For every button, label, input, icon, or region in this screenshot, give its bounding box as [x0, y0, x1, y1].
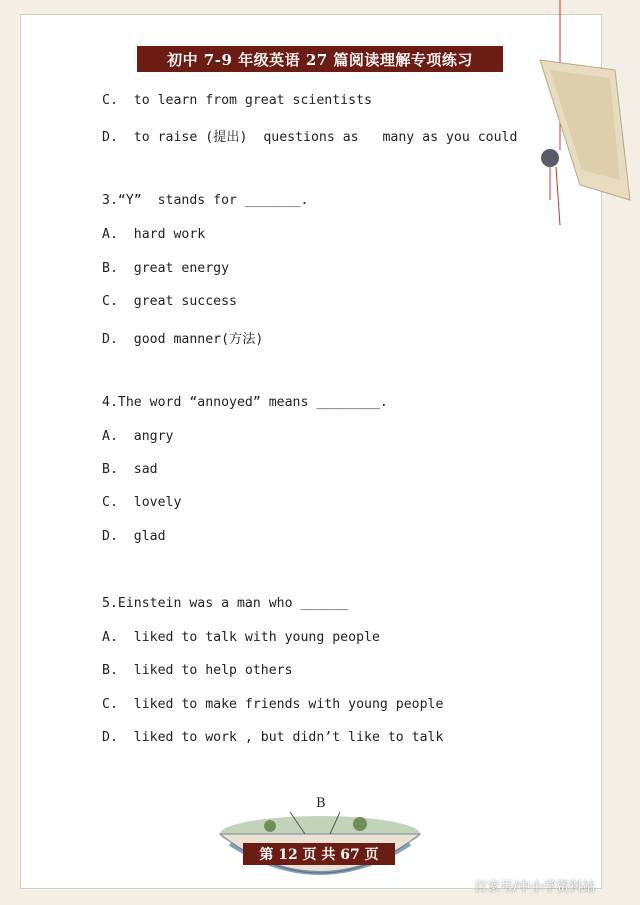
option-line: D. good manner(方法): [102, 332, 264, 347]
option-line: B. liked to help others: [102, 663, 293, 678]
option-line: D. glad: [102, 529, 166, 544]
question-line: 5.Einstein was a man who ______: [102, 596, 349, 611]
option-line: C. great success: [102, 294, 237, 309]
watermark: 百家号/中小学资料站: [474, 880, 596, 895]
option-line: D. liked to work , but didn’t like to talk: [102, 730, 444, 745]
page-number: 第 12 页 共 67 页: [243, 843, 395, 865]
option-line: A. liked to talk with young people: [102, 630, 380, 645]
option-line: C. lovely: [102, 495, 182, 510]
option-line: C. liked to make friends with young people: [102, 697, 444, 712]
question-line: 3.“Y” stands for _______.: [102, 193, 309, 208]
hanging-ornament-icon: [520, 0, 640, 240]
option-line: D. to raise (提出) questions as many as you could: [102, 130, 518, 145]
document-page: [20, 14, 602, 889]
section-letter: B: [316, 796, 326, 811]
page-title: 初中 7-9 年级英语 27 篇阅读理解专项练习: [137, 46, 503, 72]
option-line: B. great energy: [102, 261, 230, 276]
option-line: A. angry: [102, 429, 174, 444]
option-line: C. to learn from great scientists: [102, 93, 372, 108]
option-line: A. hard work: [102, 227, 206, 242]
option-line: B. sad: [102, 462, 158, 477]
question-line: 4.The word “annoyed” means ________.: [102, 395, 388, 410]
